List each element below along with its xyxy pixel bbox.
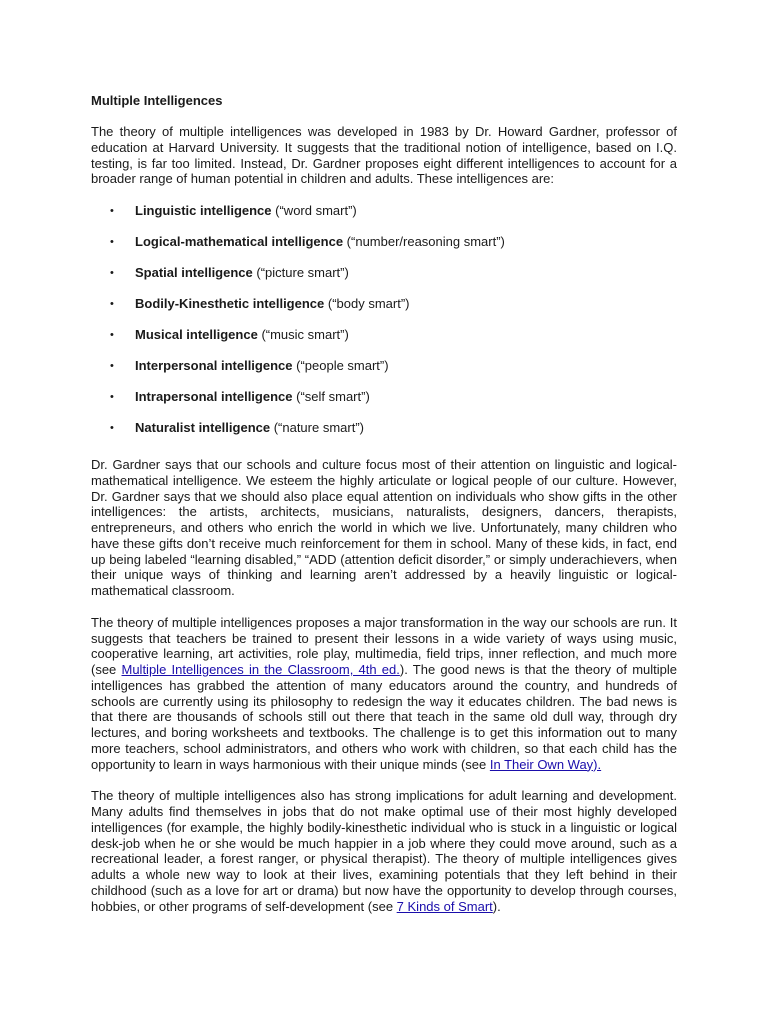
page-title: Multiple Intelligences	[91, 93, 223, 108]
transformation-paragraph	[91, 615, 677, 773]
bullet-icon: •	[110, 236, 114, 248]
intelligences-list	[91, 203, 677, 451]
document-body	[91, 93, 677, 930]
paragraph-text: ).	[492, 898, 501, 914]
intelligence-desc: (“music smart”)	[257, 327, 349, 342]
bullet-icon: •	[110, 298, 114, 310]
intelligence-name: Bodily-Kinesthetic intelligence	[135, 296, 325, 311]
bullet-icon: •	[110, 329, 114, 341]
intelligence-name: Spatial intelligence	[135, 265, 253, 280]
intro-paragraph: The theory of multiple intelligences was developed in 1983 by Dr. Howard Gardner, professor of education at Harvard University. It suggests that the traditional notion of intelligence, based on I.Q. testing, is far too limited. Instead, Dr. Gardner proposes eight different intelligences to account for a broader range of human potential in children and adults. These intelligences are:	[91, 124, 677, 187]
paragraph-text: The theory of multiple intelligences proposes a major transformation in the way our schools are run. It suggests that teachers be trained to present their lessons in a wide variety of ways using music, cooperative learning, art activities, role play, multimedia, field trips, inner reflection, and much more (see	[91, 614, 677, 677]
intelligence-desc: (“word smart”)	[271, 203, 357, 218]
intelligence-desc: (“people smart”)	[292, 358, 389, 373]
list-item	[91, 203, 677, 234]
intelligence-desc: (“self smart”)	[292, 389, 370, 404]
intelligence-desc: (“picture smart”)	[252, 265, 349, 280]
bullet-icon: •	[110, 391, 114, 403]
intelligence-name: Interpersonal intelligence	[135, 358, 293, 373]
bullet-icon: •	[110, 267, 114, 279]
classroom-book-link[interactable]: Multiple Intelligences in the Classroom, 4th ed.	[121, 662, 400, 677]
adult-learning-paragraph	[91, 788, 677, 914]
bullet-icon: •	[110, 205, 114, 217]
list-item	[91, 389, 677, 420]
intelligence-name: Musical intelligence	[135, 327, 258, 342]
list-item	[91, 327, 677, 358]
own-way-book-link[interactable]: In Their Own Way).	[489, 756, 602, 772]
intelligence-name: Intrapersonal intelligence	[135, 389, 293, 404]
bullet-icon: •	[110, 422, 114, 434]
paragraph-text: ). The good news is that the theory of multiple intelligences has grabbed the attention of many educators around the country, and hundreds of schools are currently using its philosophy to redesign the way it educates children. The bad news is that there are thousands of schools still out there that teach in the same old dull way, through dry lectures, and boring worksheets and textbooks. The challenge is to get this information out to many more teachers, school administrators, and others who work with children, so that each child has the opportunity to learn in ways harmonious with their unique minds (see	[91, 662, 678, 772]
list-item	[91, 296, 677, 327]
intelligence-name: Linguistic intelligence	[135, 203, 272, 218]
intelligence-name: Logical-mathematical intelligence	[135, 234, 344, 249]
bullet-icon: •	[110, 360, 114, 372]
intelligence-desc: (“number/reasoning smart”)	[343, 234, 505, 249]
list-item	[91, 234, 677, 265]
schools-paragraph: Dr. Gardner says that our schools and culture focus most of their attention on linguistic and logical-mathematical intelligence. We esteem the highly articulate or logical people of our culture. However, Dr. Gardner says that we should also place equal attention on individuals who show gifts in the other intelligences: the artists, architects, musicians, naturalists, designers, dancers, therapists, entrepreneurs, and others who enrich the world in which we live. Unfortunately, many children who have these gifts don’t receive much reinforcement for them in school. Many of these kids, in fact, end up being labeled “learning disabled,” “ADD (attention deficit disorder,” or simply underachievers, when their unique ways of thinking and learning aren’t addressed by a heavily linguistic or logical-mathematical classroom.	[91, 457, 677, 598]
list-item	[91, 420, 677, 451]
kinds-of-smart-link[interactable]: 7 Kinds of Smart	[396, 898, 493, 914]
intelligence-name: Naturalist intelligence	[135, 420, 271, 435]
list-item	[91, 358, 677, 389]
paragraph-text: The theory of multiple intelligences also has strong implications for adult learning and development. Many adults find themselves in jobs that do not make optimal use of their most highly developed intelligences (for example, the highly bodily-kinesthetic individual who is stuck in a linguistic or logical desk-job when he or she would be much happier in a job where they could move around, such as a recreational leader, a forest ranger, or physical therapist). The theory of multiple intelligences gives adults a whole new way to look at their lives, examining potentials that they left behind in their childhood (such as a love for art or drama) but now have the opportunity to develop through courses, hobbies, or other programs of self-development (see	[91, 788, 677, 914]
intelligence-desc: (“body smart”)	[324, 296, 410, 311]
intelligence-desc: (“nature smart”)	[270, 420, 364, 435]
list-item	[91, 265, 677, 296]
